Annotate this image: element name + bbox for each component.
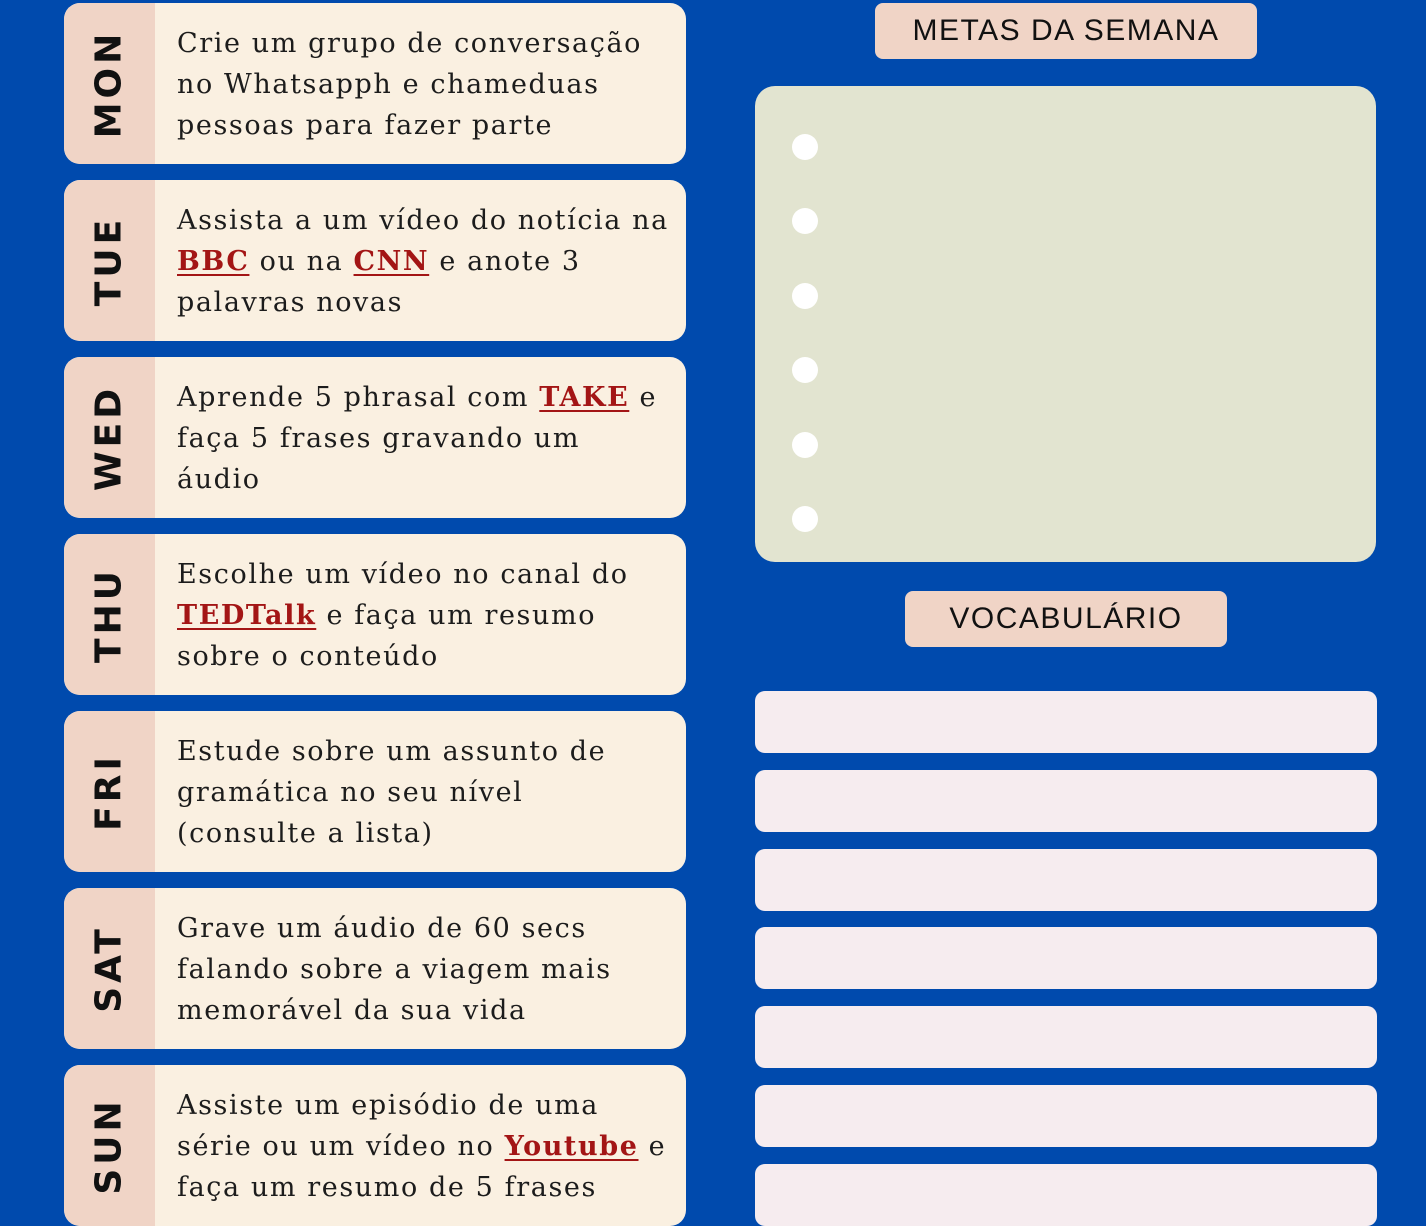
task-link-tedtalk[interactable]: TEDTalk xyxy=(177,600,317,631)
day-task-text xyxy=(177,908,672,1031)
day-card-fri xyxy=(64,711,686,872)
day-task-text xyxy=(177,377,672,500)
task-text-segment: e faça 5 frases gravando um áudio xyxy=(177,382,658,495)
task-text-segment: e faça um resumo sobre o conteúdo xyxy=(177,600,597,672)
task-link-bbc[interactable]: BBC xyxy=(177,246,250,277)
vocabulary-row[interactable] xyxy=(755,1164,1377,1226)
task-text-segment: e faça um resumo de 5 frases xyxy=(177,1131,667,1203)
goal-bullet[interactable] xyxy=(792,208,818,234)
day-label: FRI xyxy=(88,752,130,831)
day-label: SUN xyxy=(88,1096,130,1195)
task-text-segment: Escolhe um vídeo no canal do xyxy=(177,559,629,590)
day-tab xyxy=(64,534,155,695)
task-text-segment: Aprende 5 phrasal com xyxy=(177,382,540,413)
vocabulary-title: VOCABULÁRIO xyxy=(905,591,1227,647)
day-tab xyxy=(64,180,155,341)
day-tab xyxy=(64,357,155,518)
day-card-thu xyxy=(64,534,686,695)
day-label: TUE xyxy=(88,215,130,306)
goals-box xyxy=(755,86,1376,562)
day-tab xyxy=(64,888,155,1049)
goal-bullet[interactable] xyxy=(792,357,818,383)
task-text-segment: Crie um grupo de conversação no Whatsapph e chameduas pessoas para fazer parte xyxy=(177,28,643,141)
day-label: THU xyxy=(88,566,130,663)
day-card-tue xyxy=(64,180,686,341)
task-text-segment: Estude sobre um assunto de gramática no seu nível (consulte a lista) xyxy=(177,736,607,849)
vocabulary-row[interactable] xyxy=(755,849,1377,911)
day-tab xyxy=(64,1065,155,1226)
goals-title: METAS DA SEMANA xyxy=(875,3,1257,59)
day-task-text xyxy=(177,23,672,146)
day-card-mon xyxy=(64,3,686,164)
task-text-segment: Assista a um vídeo do notícia na xyxy=(177,205,669,236)
goal-bullet[interactable] xyxy=(792,134,818,160)
task-link-take[interactable]: TAKE xyxy=(539,382,630,413)
day-task-text xyxy=(177,1085,672,1208)
day-task-text xyxy=(177,200,672,323)
day-label: WED xyxy=(88,384,130,491)
task-text-segment: ou na xyxy=(249,246,354,277)
day-tab xyxy=(64,3,155,164)
day-card-wed xyxy=(64,357,686,518)
day-label: MON xyxy=(88,29,130,138)
goal-bullet[interactable] xyxy=(792,506,818,532)
day-card-sun xyxy=(64,1065,686,1226)
day-task-text xyxy=(177,554,672,677)
day-card-sat xyxy=(64,888,686,1049)
vocabulary-row[interactable] xyxy=(755,770,1377,832)
task-text-segment: e anote 3 palavras novas xyxy=(177,246,581,318)
vocabulary-row[interactable] xyxy=(755,1085,1377,1147)
vocabulary-row[interactable] xyxy=(755,927,1377,989)
vocabulary-row[interactable] xyxy=(755,1006,1377,1068)
task-text-segment: Grave um áudio de 60 secs falando sobre a viagem mais memorável da sua vida xyxy=(177,913,612,1026)
day-label: SAT xyxy=(88,924,130,1013)
goal-bullet[interactable] xyxy=(792,432,818,458)
task-link-youtube[interactable]: Youtube xyxy=(504,1131,639,1162)
vocabulary-row[interactable] xyxy=(755,691,1377,753)
day-task-text xyxy=(177,731,672,854)
task-text-segment: Assiste um episódio de uma série ou um vídeo no xyxy=(177,1090,599,1162)
day-tab xyxy=(64,711,155,872)
task-link-cnn[interactable]: CNN xyxy=(353,246,430,277)
goal-bullet[interactable] xyxy=(792,283,818,309)
